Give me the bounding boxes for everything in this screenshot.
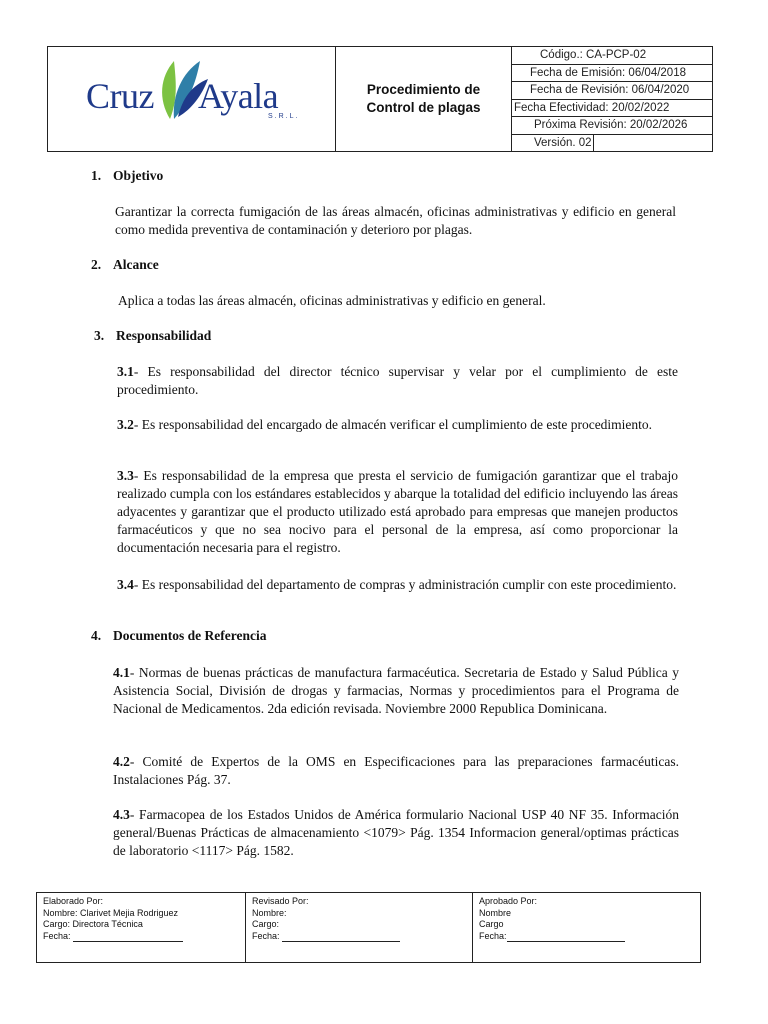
meta-revision-row xyxy=(512,82,712,100)
logo-word-ayala: Ayala xyxy=(198,76,279,116)
fecha-line xyxy=(282,941,400,942)
company-logo xyxy=(48,47,336,151)
section-3-heading: 3. Responsabilidad xyxy=(94,328,212,343)
footer-revisado: Revisado Por: Nombre: Cargo: Fecha: xyxy=(246,893,473,962)
meta-revision: Fecha de Revisión: 06/04/2020 xyxy=(530,84,690,97)
meta-efectividad-row xyxy=(512,100,712,118)
meta-codigo-row xyxy=(512,47,712,65)
document-title xyxy=(336,47,512,151)
logo-word-cruz: Cruz xyxy=(86,76,154,116)
section-4-heading: 4. Documentos de Referencia xyxy=(91,628,267,643)
title-line-1: Procedimiento de xyxy=(366,82,481,97)
section-3-3: 3.3- Es responsabilidad de la empresa que presta el servicio de fumigación garantizar que el trabajo realizado cumpla con los estándares establecidos y abarque la totalidad del edificio incluyendo las áreas adyacentes y garantizar que el producto utilizado está aprobado para empresas que manejen productos farmacéuticos y que no sea nocivo para el personal de la empresa, así como proporcionar la documentación necesaria para el registro. xyxy=(117,468,678,555)
meta-emision: Fecha de Emisión: 06/04/2018 xyxy=(530,66,686,79)
section-4-1: 4.1- Normas de buenas prácticas de manufactura farmacéutica. Secretaria de Estado y Salud Pública y Asistencia Social, División de drogas y farmacias, Normas y procedimientos para el Programa de Nacional de Medicamentos. 2da edición revisada. Noviembre 2000 Republica Dominicana. xyxy=(113,665,679,716)
section-2-text: Aplica a todas las áreas almacén, oficinas administrativas y edificio en general. xyxy=(118,293,546,308)
approval-footer-table xyxy=(36,892,701,963)
section-1-text: Garantizar la correcta fumigación de las áreas almacén, oficinas administrativas y edificio en general como medida preventiva de contaminación y deterioro por plagas. xyxy=(115,204,676,237)
section-3-2: 3.2- Es responsabilidad del encargado de almacén verificar el cumplimiento de este procedimiento. xyxy=(117,417,653,432)
meta-version: Versión. 02 xyxy=(512,135,594,152)
fecha-line xyxy=(507,941,625,942)
meta-proxima: Próxima Revisión: 20/02/2026 xyxy=(534,119,688,132)
meta-codigo: Código.: CA-PCP-02 xyxy=(540,49,647,62)
section-2-heading: 2. Alcance xyxy=(91,257,159,272)
title-line-2: Control de plagas xyxy=(366,100,481,115)
meta-efectividad: Fecha Efectividad: 20/02/2022 xyxy=(514,101,670,114)
fecha-line xyxy=(73,941,183,942)
section-3-4: 3.4- Es responsabilidad del departamento de compras y administración cumplir con este procedimiento. xyxy=(117,577,677,592)
section-4-3: 4.3- Farmacopea de los Estados Unidos de América formulario Nacional USP 40 NF 35. Información general/Buenas Prácticas de almacenamiento <1079> Pág. 1354 Informacion general/optimas prácticas de laboratorio <1117> Pág. 1582. xyxy=(113,807,679,858)
meta-proxima-row xyxy=(512,117,712,135)
section-3-1: 3.1- Es responsabilidad del director técnico supervisar y velar por el cumplimiento de este procedimiento. xyxy=(117,364,678,397)
section-1-heading: 1. Objetivo xyxy=(91,168,164,183)
document-header-table xyxy=(47,46,713,152)
footer-elaborado: Elaborado Por: Nombre: Clarivet Mejia Rodriguez Cargo: Directora Técnica Fecha: xyxy=(37,893,246,962)
logo-tagline: S.R.L. xyxy=(268,113,300,120)
section-4-2: 4.2- Comité de Expertos de la OMS en Especificaciones para las preparaciones farmacéuticas. Instalaciones Pág. 37. xyxy=(113,754,679,787)
footer-aprobado: Aprobado Por: Nombre Cargo Fecha: xyxy=(473,893,700,962)
document-metadata xyxy=(512,47,712,151)
meta-version-row xyxy=(512,135,712,152)
meta-emision-row xyxy=(512,65,712,83)
